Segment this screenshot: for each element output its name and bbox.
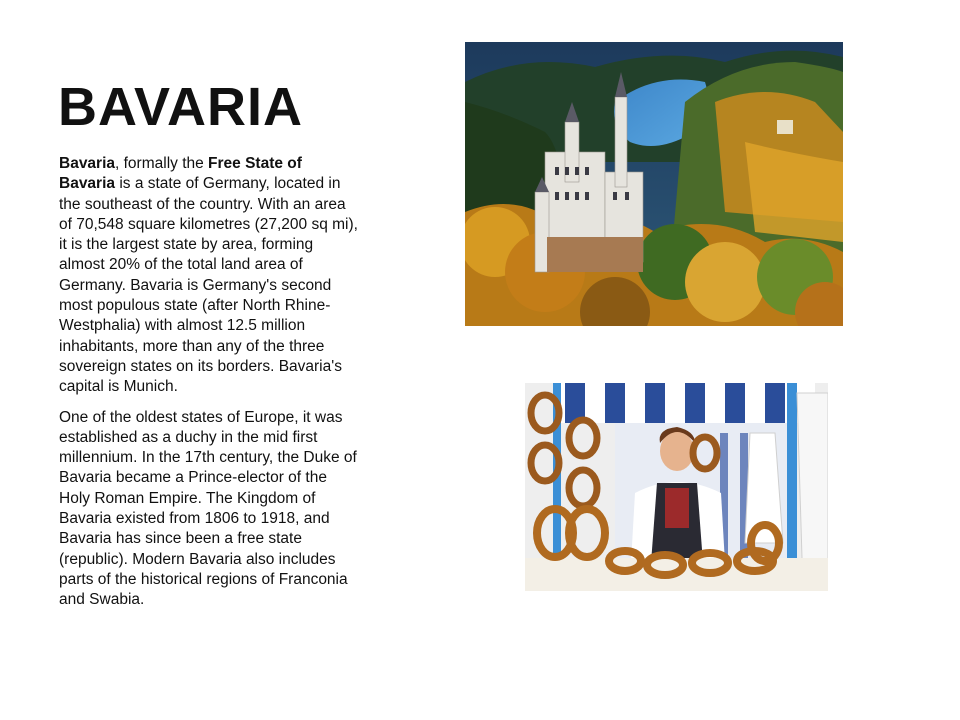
paragraph-1-text-b: is a state of Germany, located in the southeast of the country. With an area of 70,548 square kilometres (27,200 sq mi), it is the largest state by area, forming almost 20% of the total land area of Germany. Bavaria is Germany's second most populous state (after North Rhine-Westphalia) with almost 12.5 million inhabitants, more than any of the three sovereign states on its borders. Bavaria's capital is Munich.: [59, 175, 358, 396]
bold-term-bavaria: Bavaria: [59, 155, 116, 172]
paragraph-1: [59, 154, 359, 398]
bold-term-free-state: Free State of Bavaria: [59, 155, 302, 193]
castle-landscape-image: [465, 42, 843, 326]
slide-title: BAVARIA: [58, 77, 303, 137]
paragraph-1-text-a: , formally the: [115, 155, 209, 172]
paragraph-2: One of the oldest states of Europe, it was established as a duchy in the mid first millennium. In the 17th century, the Duke of Bavaria became a Prince-elector of the Holy Roman Empire. The Kingdom of Bavaria existed from 1806 to 1918, and Bavaria has since been a free state (republic). Modern Bavaria also includes parts of the historical regions of Franconia and Swabia.: [59, 408, 357, 609]
slide-body: [59, 154, 359, 621]
pretzel-vendor-image: [525, 383, 828, 591]
